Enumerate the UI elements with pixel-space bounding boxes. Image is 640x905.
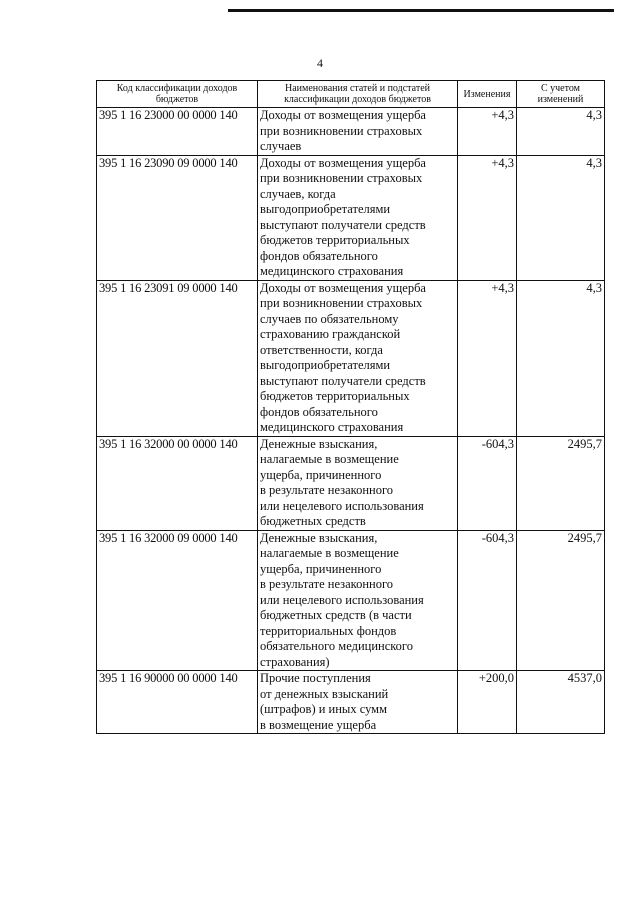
row-total: 4,3 <box>517 155 605 280</box>
header-total: С учетом изменений <box>517 81 605 108</box>
row-total: 4537,0 <box>517 671 605 734</box>
header-name: Наименования статей и подстатей классификации доходов бюджетов <box>258 81 458 108</box>
table-row <box>97 530 605 671</box>
header-code: Код классификации доходов бюджетов <box>97 81 258 108</box>
row-change: -604,3 <box>458 530 517 671</box>
row-total: 2495,7 <box>517 530 605 671</box>
row-change: +4,3 <box>458 108 517 156</box>
header-rule <box>228 9 614 12</box>
table-row <box>97 155 605 280</box>
table-row <box>97 671 605 734</box>
row-name: Денежные взыскания, налагаемые в возмещение ущерба, причиненного в результате незаконного или нецелевого использования бюджетных средств <box>258 436 458 530</box>
revenue-table <box>96 80 605 734</box>
header-change: Изменения <box>458 81 517 108</box>
row-code: 395 1 16 32000 09 0000 140 <box>97 530 258 671</box>
row-name: Доходы от возмещения ущерба при возникновении страховых случаев по обязательному страхованию гражданской ответственности, когда выгодоприобретателями выступают получатели средств бюджетов территориальных фондов обязательного медицинского страхования <box>258 280 458 436</box>
row-code: 395 1 16 23000 00 0000 140 <box>97 108 258 156</box>
row-name: Доходы от возмещения ущерба при возникновении страховых случаев <box>258 108 458 156</box>
row-code: 395 1 16 23090 09 0000 140 <box>97 155 258 280</box>
table-row <box>97 280 605 436</box>
row-name: Доходы от возмещения ущерба при возникновении страховых случаев, когда выгодоприобретателями выступают получатели средств бюджетов территориальных фондов обязательного медицинского страхования <box>258 155 458 280</box>
row-change: -604,3 <box>458 436 517 530</box>
row-change: +200,0 <box>458 671 517 734</box>
row-name: Прочие поступления от денежных взысканий (штрафов) и иных сумм в возмещение ущерба <box>258 671 458 734</box>
row-code: 395 1 16 90000 00 0000 140 <box>97 671 258 734</box>
row-change: +4,3 <box>458 155 517 280</box>
table-row <box>97 108 605 156</box>
row-change: +4,3 <box>458 280 517 436</box>
row-name: Денежные взыскания, налагаемые в возмещение ущерба, причиненного в результате незаконного или нецелевого использования бюджетных средств (в части территориальных фондов обязательного медицинского страхования) <box>258 530 458 671</box>
row-code: 395 1 16 23091 09 0000 140 <box>97 280 258 436</box>
row-total: 4,3 <box>517 108 605 156</box>
table-row <box>97 436 605 530</box>
table-header-row <box>97 81 605 108</box>
row-code: 395 1 16 32000 00 0000 140 <box>97 436 258 530</box>
page-number: 4 <box>317 56 323 70</box>
row-total: 2495,7 <box>517 436 605 530</box>
row-total: 4,3 <box>517 280 605 436</box>
